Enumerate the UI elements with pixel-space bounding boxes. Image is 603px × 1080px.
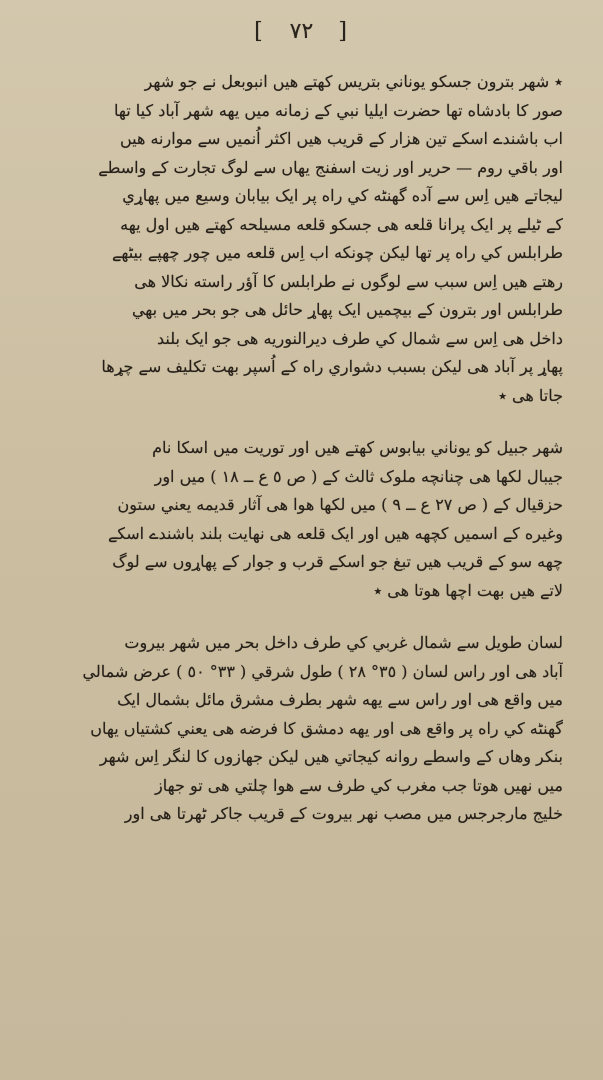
text-line: لاتے هيں بهت اچها هوتا هی ٭ (373, 580, 563, 600)
text-line: ليجاتے هيں اِس سے آده گهنٹه کي راه پر ايک بيابان وسيع ميں پهاړي (122, 186, 563, 205)
text-line: بنکر وهاں کے واسطے روانه کيجاتي هيں ليکن جهازوں کا لنگر اِس شهر (99, 747, 563, 766)
text-line: داخل هی اِس سے شمال کي طرف ديرالنوريه هی جو ايک بلند (156, 328, 563, 348)
paragraph-beirut (40, 629, 563, 829)
text-line: وغيره کے اسميں کچهه هيں اور ايک قلعه هی نهايت بلند باشندے اسکے (108, 523, 563, 543)
text-line: حزقيال کے ( ص ٢٧ ع ــ ٩ ) ميں لکها هوا هی آثار قديمه يعني ستون (117, 495, 563, 514)
text-line: ٭ شهر بترون جسکو يوناني بتريس کهتے هيں انبوبعل نے جو شهر (144, 72, 563, 91)
text-line: طرابلس کي راه پر تها ليکن چونکه اب اِس قلعه ميں چور چهپے بيٹهے (111, 243, 563, 262)
text-line: ميں نهيں هوتا جب مغرب کي طرف سے هوا چلتي هی تو جهاز (155, 775, 563, 795)
text-line: اب باشندے اسکے تين هزار کے قريب هيں اکثر اُنميں سے موارنه هيں (119, 129, 563, 148)
text-line: جاتا هی ٭ (498, 385, 563, 405)
text-line: شهر جبيل کو يوناني بيابوس کهتے هيں اور توريت ميں اسکا نام (152, 438, 563, 457)
paragraph-jbeil (40, 434, 563, 605)
page-number (40, 18, 563, 46)
text-line: اور باقي روم — حرير اور زيت اسفنج يهاں سے لوگ تجارت کے واسطے (98, 157, 563, 177)
page-number-value: ٧٢ (289, 19, 314, 44)
text-line: گهنٹه کي راه پر واقع هی اور يهه دمشق کا فرضه هی يعني کشتياں يهاں (90, 718, 563, 738)
page-number-bracket-close: ] (338, 19, 349, 44)
text-line: صور کا بادشاه تها حضرت ايليا نبي کے زمانه ميں يهه شهر آباد کيا تها (114, 100, 563, 120)
page-number-bracket-open: [ (254, 19, 265, 44)
text-line: آباد هی اور راس لسان ( ٣٥° ٢٨ ) طول شرقي ( ٣٣° ٥٠ ) عرض شمالي (82, 661, 563, 681)
text-line: رهتے هيں اِس سبب سے لوگوں نے طرابلس کا آؤر راسته نکالا هی (134, 271, 563, 291)
body-text (40, 68, 563, 829)
text-line: جيبال لکها هی چنانچه ملوک ثالث کے ( ص ٥ ع ــ ١٨ ) ميں اور (154, 466, 563, 486)
text-line: چهه سو کے قريب هيں تبغ جو اسکے قرب و جوار کے پهاړوں سے لوگ (112, 552, 563, 571)
text-line: ميں واقع هی اور راس سے يهه شهر بطرف مشرق مائل بشمال ايک (117, 690, 563, 709)
text-line: پهاړ پر آباد هی ليکن بسبب دشواري راه کے اُسپر بهت تکليف سے چړها (101, 357, 563, 376)
paragraph-batroun (40, 68, 563, 410)
text-line: لسان طويل سے شمال غربي کي طرف داخل بحر ميں شهر بيروت (124, 633, 563, 652)
text-line: خليج مارجرجس ميں مصب نهر بيروت کے قريب جاکر ٹهرتا هی اور (124, 804, 563, 823)
text-line: کے ٹيلے پر ايک پرانا قلعه هی جسکو قلعه مسيلحه کهتے هيں اول يهه (120, 214, 563, 234)
text-line: طرابلس اور بترون کے بيچميں ايک پهاړ حائل هی جو بحر ميں بهي (131, 300, 563, 319)
